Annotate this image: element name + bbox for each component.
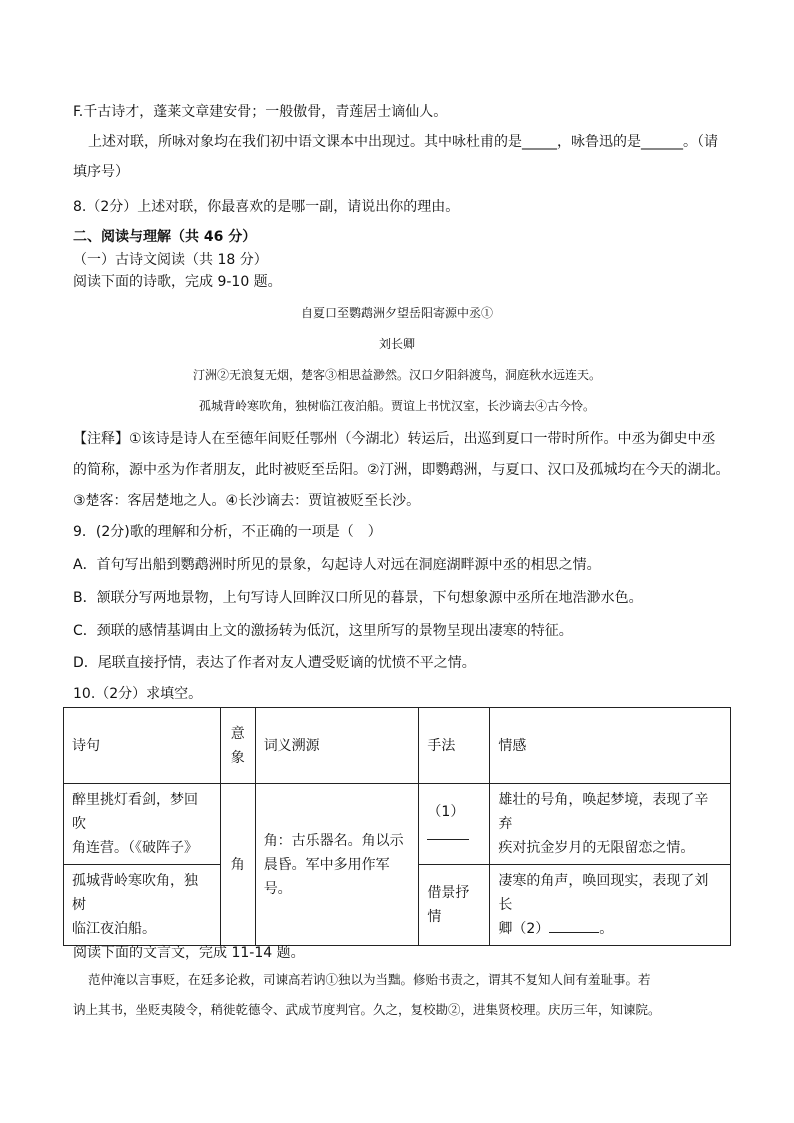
notes-line-3: ③楚客：客居楚地之人。④长沙谪去：贾谊被贬至长沙。 — [73, 493, 421, 509]
question-9-option-d: D．尾联直接抒情，表达了作者对友人遭受贬谪的忧愤不平之情。 — [73, 655, 476, 671]
header-origin: 词义溯源 — [255, 708, 419, 784]
poem-line-2: 孤城背岭寒吹角，独树临江夜泊船。贾谊上书忧汉室，长沙谪去④古今怜。 — [198, 399, 595, 413]
row2-emotion[interactable]: 凄寒的角声，唤回现实，表现了刘长 卿（2） 。 — [490, 865, 731, 946]
poem-title: 自夏口至鹦鹉洲夕望岳阳寄源中丞① — [300, 306, 493, 320]
couplet-instruction-cont: 填序号） — [73, 164, 129, 180]
classical-prompt: 阅读下面的文言文，完成 11-14 题。 — [73, 945, 305, 961]
poem-prompt: 阅读下面的诗歌，完成 9-10 题。 — [73, 274, 282, 290]
header-imagery: 意 象 — [220, 708, 255, 784]
question-10-stem: 10.（2分）求填空。 — [73, 686, 203, 702]
question-9-stem: 9．(2分)歌的理解和分析，不正确的一项是（ ） — [73, 524, 382, 540]
classical-line-1: 范仲淹以言事贬，在廷多论救，司谏高若讷①独以为当黜。修贻书责之，谓其不复知人间有羞耻事。若 — [88, 972, 651, 987]
question-9-option-a: A．首句写出船到鹦鹉洲时所见的景象，勾起诗人对远在洞庭湖畔源中丞的相思之情。 — [73, 557, 601, 573]
row2-method: 借景抒情 — [419, 865, 490, 946]
couplet-instruction: 上述对联，所咏对象均在我们初中语文课本中出现过。其中咏杜甫的是_____，咏鲁迅的是______。（请 — [88, 134, 718, 150]
header-method: 手法 — [419, 708, 490, 784]
row1-verse: 醉里挑灯看剑，梦回吹 角连营。（《破阵子》 — [64, 784, 221, 865]
section-2-title: 二、阅读与理解（共 46 分） — [73, 229, 257, 245]
subsection-1-title: （一）古诗文阅读（共 18 分） — [73, 252, 268, 268]
question-9-option-c: C．颈联的感情基调由上文的激扬转为低沉，这里所写的景物呈现出凄寒的特征。 — [73, 623, 573, 639]
question-9-option-b: B．颔联分写两地景物，上句写诗人回眸汉口所见的暮景，下句想象源中丞所在地浩渺水色。 — [73, 590, 643, 606]
poem-line-1: 汀洲②无浪复无烟，楚客③相思益渺然。汉口夕阳斜渡鸟，洞庭秋水远连天。 — [192, 368, 601, 382]
row1-method[interactable]: （1） — [419, 784, 490, 865]
imagery-cell: 角 — [220, 784, 255, 946]
question-10-table — [63, 707, 731, 946]
answer-blank-1[interactable] — [427, 827, 469, 840]
origin-cell: 角：古乐器名。角以示 晨昏。军中多用作军号。 — [255, 784, 419, 946]
notes-line-1: 【注释】①该诗是诗人在至德年间贬任鄂州（今湖北）转运后，出巡到夏口一带时所作。中丞为御史中丞 — [73, 431, 716, 447]
poem-author: 刘长卿 — [378, 337, 415, 351]
answer-blank-2[interactable] — [549, 918, 599, 933]
row1-emotion: 雄壮的号角，唤起梦境，表现了辛弃 疾对抗金岁月的无限留恋之情。 — [490, 784, 731, 865]
question-8: 8.（2分）上述对联，你最喜欢的是哪一副，请说出你的理由。 — [73, 199, 460, 215]
header-verse: 诗句 — [64, 708, 221, 784]
classical-line-2: 讷上其书，坐贬夷陵令，稍徙乾德令、武成节度判官。久之，复校勘②，进集贤校理。庆历三年，知谏院。 — [73, 1002, 661, 1017]
row2-verse: 孤城背岭寒吹角，独树 临江夜泊船。 — [64, 865, 221, 946]
item-f: F.千古诗才，蓬莱文章建安骨；一般傲骨，青莲居士谪仙人。 — [73, 104, 448, 120]
table-row — [64, 784, 731, 865]
table-header-row — [64, 708, 731, 784]
header-emotion: 情感 — [490, 708, 731, 784]
notes-line-2: 的简称，源中丞为作者朋友，此时被贬至岳阳。②汀洲，即鹦鹉洲，与夏口、汉口及孤城均在今天的湖北。 — [73, 462, 730, 478]
